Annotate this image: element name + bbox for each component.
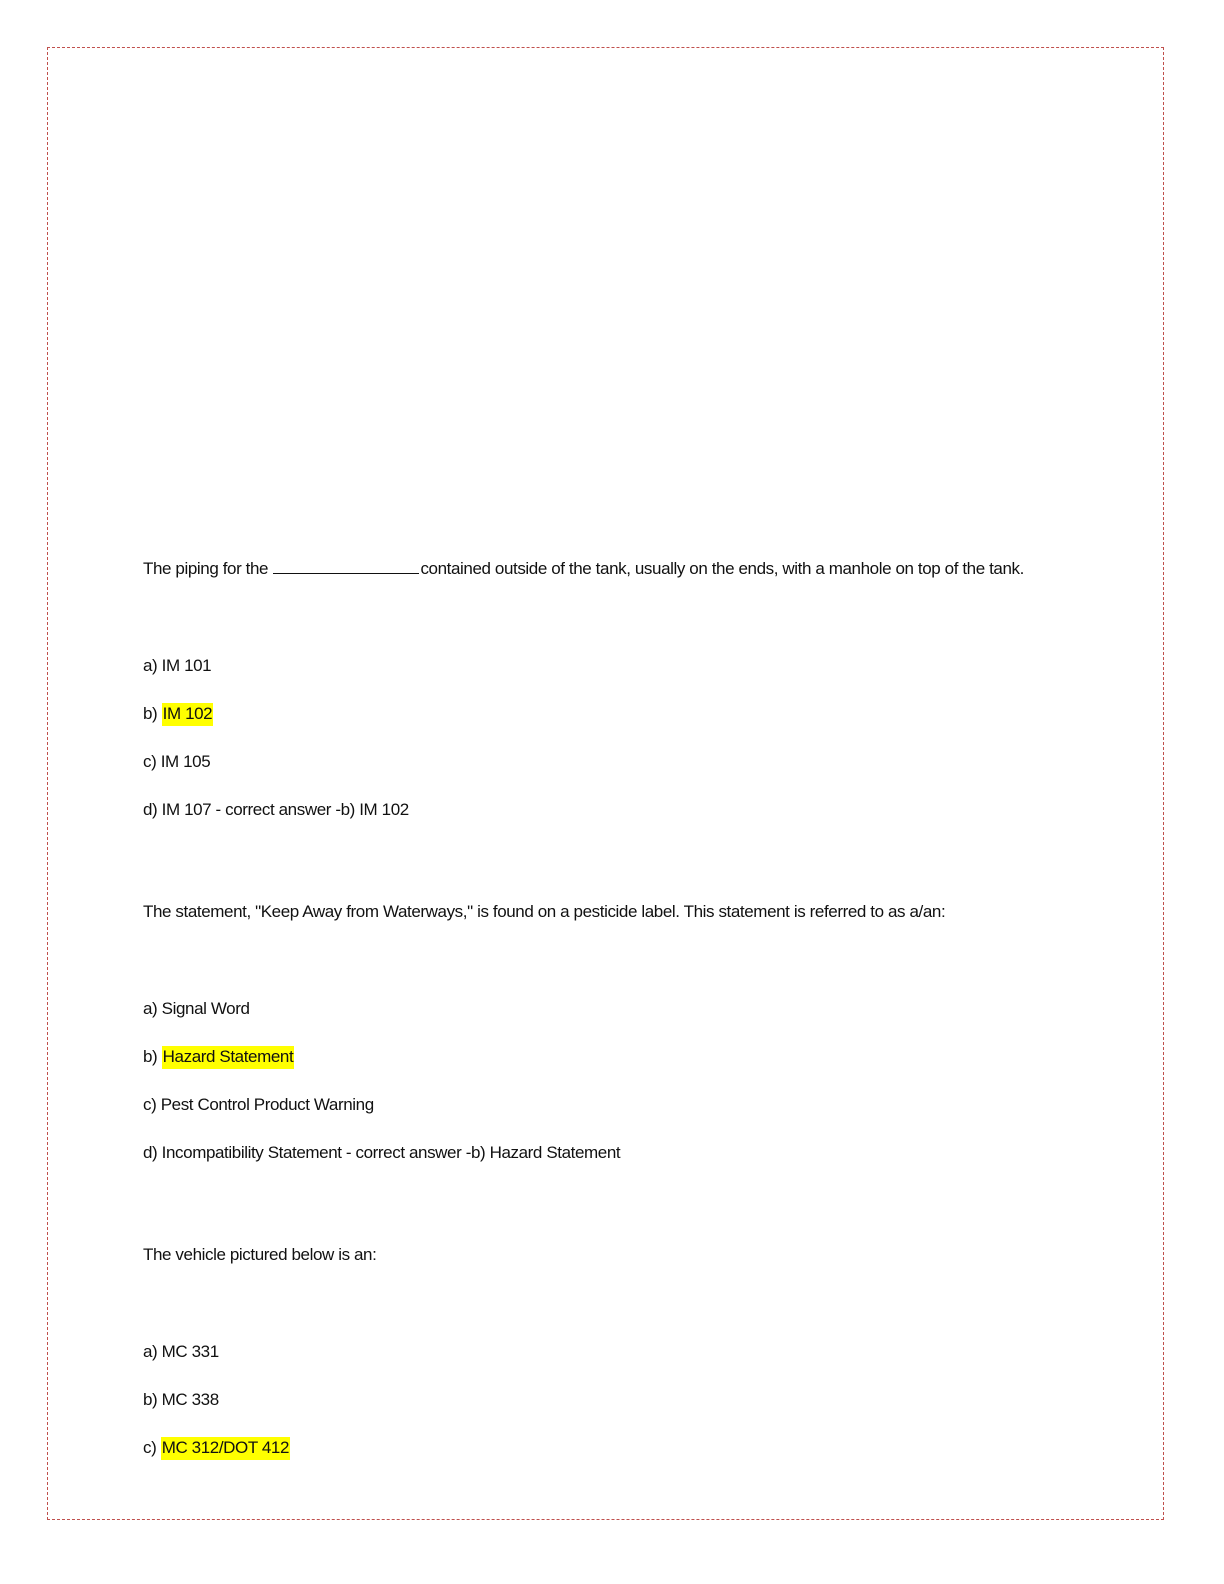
highlighted-answer: MC 312/DOT 412 bbox=[161, 1437, 290, 1460]
question-2-option-a: a) Signal Word bbox=[143, 999, 250, 1018]
question-1 bbox=[143, 553, 1063, 822]
question-3 bbox=[143, 1239, 1063, 1460]
highlighted-answer: Hazard Statement bbox=[162, 1046, 295, 1069]
question-1-option-d: d) IM 107 - correct answer -b) IM 102 bbox=[143, 800, 409, 819]
question-3-text: The vehicle pictured below is an: bbox=[143, 1245, 377, 1264]
question-1-text-before: The piping for the bbox=[143, 559, 269, 578]
question-2-option-c: c) Pest Control Product Warning bbox=[143, 1095, 374, 1114]
question-3-option-c: c) MC 312/DOT 412 bbox=[143, 1436, 1063, 1460]
highlighted-answer: IM 102 bbox=[162, 703, 214, 726]
question-1-option-a: a) IM 101 bbox=[143, 656, 212, 675]
question-2-option-b: b) Hazard Statement bbox=[143, 1045, 1063, 1069]
question-1-option-b: b) IM 102 bbox=[143, 702, 1063, 726]
question-2-option-d: d) Incompatibility Statement - correct answer -b) Hazard Statement bbox=[143, 1143, 621, 1162]
fill-in-blank bbox=[273, 559, 419, 574]
question-3-option-a: a) MC 331 bbox=[143, 1342, 219, 1361]
question-2 bbox=[143, 896, 1063, 1165]
question-1-text-after: contained outside of the tank, usually on the ends, with a manhole on top of the tank. bbox=[420, 559, 1024, 578]
question-1-text bbox=[143, 553, 1063, 584]
document-body bbox=[143, 553, 1063, 1460]
question-2-text: The statement, "Keep Away from Waterways," is found on a pesticide label. This statement is referred to as a/an: bbox=[143, 902, 946, 921]
question-3-option-b: b) MC 338 bbox=[143, 1390, 219, 1409]
question-1-option-c: c) IM 105 bbox=[143, 752, 211, 771]
